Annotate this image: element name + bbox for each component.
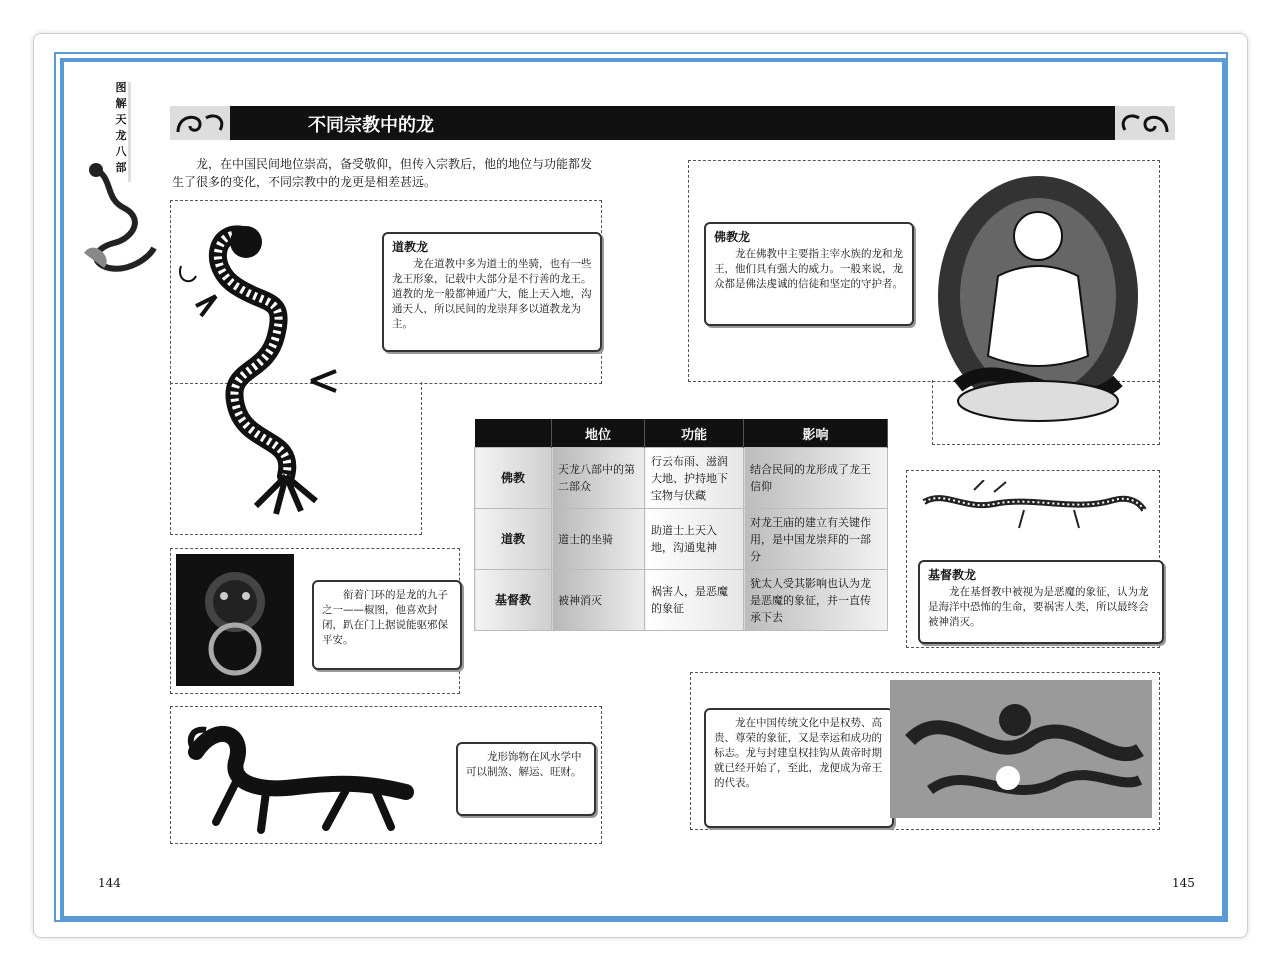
taoist-dragon-icon — [176, 206, 366, 518]
banner-ornament-left-icon — [170, 106, 230, 140]
imperial-dragon-note — [704, 708, 894, 828]
comparison-table — [474, 419, 888, 631]
note-body: 龙形饰物在风水学中可以制煞、解运、旺财。 — [466, 751, 582, 778]
table-header-row — [475, 419, 888, 448]
table-header-cell — [475, 419, 552, 448]
chapter-char: 部 — [115, 161, 127, 174]
door-knocker-photo — [176, 554, 294, 686]
intro-paragraph: 龙，在中国民间地位崇高，备受敬仰，但传入宗教后，他的地位与功能都发生了很多的变化，不同宗教中的龙更是相差甚远。 — [172, 157, 593, 189]
note-body: 衔着门环的是龙的九子之一——椒图，他喜欢封闭，趴在门上据说能驱邪保平安。 — [322, 589, 448, 646]
buddhist-dragon-note — [704, 222, 914, 326]
note-body: 龙在道教中多为道士的坐骑，也有一些龙王形象，记载中大部分是不行善的龙王。道教的龙一般都神通广大，能上天入地，沟通天人，所以民间的龙崇拜多以道教龙为主。 — [392, 258, 592, 330]
fengshui-note — [456, 742, 596, 816]
chapter-char: 解 — [115, 97, 127, 110]
table-header-cell: 影响 — [744, 419, 888, 448]
chapter-char: 图 — [115, 81, 127, 94]
row-religion: 佛教 — [475, 448, 552, 509]
cell-status: 道士的坐骑 — [552, 509, 645, 570]
cell-function: 行云布雨、滋润大地、护持地下宝物与伏藏 — [645, 448, 744, 509]
cell-status: 天龙八部中的第二部众 — [552, 448, 645, 509]
note-title: 道教龙 — [392, 240, 429, 254]
table-header-cell: 地位 — [552, 419, 645, 448]
note-body: 龙在佛教中主要指主宰水族的龙和龙王，他们具有强大的威力。一般来说，龙众都是佛法虔诚的信徒和坚定的守护者。 — [714, 248, 903, 290]
table-row — [475, 509, 888, 570]
cell-influence: 对龙王庙的建立有关键作用，是中国龙崇拜的一部分 — [744, 509, 888, 570]
cell-function: 助道士上天入地，沟通鬼神 — [645, 509, 744, 570]
small-dragon-icon — [74, 158, 164, 276]
note-title: 基督教龙 — [928, 568, 977, 582]
note-body: 龙在基督教中被视为是恶魔的象征，认为龙是海洋中恐怖的生命，要祸害人类，所以最终会被神消灭。 — [928, 586, 1149, 628]
table-row — [475, 570, 888, 631]
buddhist-deity-icon — [928, 166, 1148, 438]
cell-status: 被神消灭 — [552, 570, 645, 631]
cell-influence: 犹太人受其影响也认为龙是恶魔的象征，并一直传承下去 — [744, 570, 888, 631]
knocker-note — [312, 580, 462, 670]
title-banner — [170, 106, 1175, 140]
table-header-cell: 功能 — [645, 419, 744, 448]
fengshui-dragon-statue-icon — [176, 712, 426, 836]
table-row — [475, 448, 888, 509]
left-page-number: 144 — [98, 876, 121, 890]
cell-influence: 结合民间的龙形成了龙王信仰 — [744, 448, 888, 509]
note-body: 龙在中国传统文化中是权势、高贵、尊荣的象征，又是幸运和成功的标志。龙与封建皇权挂钩从黄帝时期就已经开始了，至此，龙便成为帝王的代表。 — [714, 717, 882, 789]
cell-function: 祸害人，是恶魔的象征 — [645, 570, 744, 631]
chapter-char: 八 — [115, 145, 127, 158]
chapter-char: 龙 — [115, 129, 127, 142]
chapter-char: 天 — [115, 113, 127, 126]
note-title: 佛教龙 — [714, 230, 751, 244]
imperial-dragon-photo — [890, 680, 1152, 818]
banner-ornament-right-icon — [1115, 106, 1175, 140]
christian-dragon-note — [918, 560, 1164, 644]
page-title: 不同宗教中的龙 — [308, 115, 434, 136]
row-religion: 道教 — [475, 509, 552, 570]
christian-dragon-icon — [914, 480, 1152, 538]
taoist-dragon-note — [382, 232, 602, 352]
row-religion: 基督教 — [475, 570, 552, 631]
right-page-number: 145 — [1172, 876, 1195, 890]
